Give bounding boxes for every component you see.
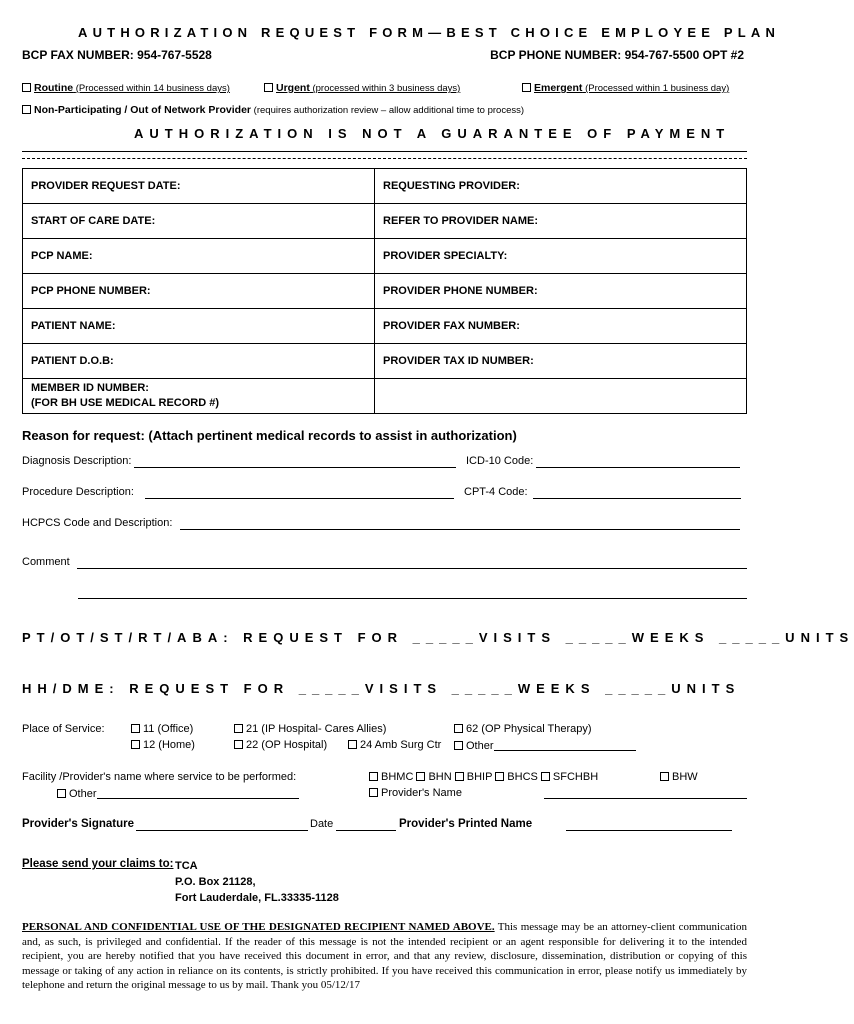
non-participating-note: (requires authorization review – allow additional time to process) [253, 105, 525, 116]
emergent-label: Emergent [534, 82, 583, 94]
pos-11-label: 11 (Office) [143, 723, 194, 735]
pt-ot-request: PT/OT/ST/RT/ABA: REQUEST FOR _____VISITS _____WEEKS _____UNITS [22, 630, 854, 645]
urgent-checkbox[interactable] [264, 83, 273, 92]
reason-heading: Reason for request: (Attach pertinent medical records to assist in authorization) [22, 428, 517, 443]
provider-tax-id-field[interactable]: PROVIDER TAX ID NUMBER: [375, 344, 747, 379]
bhip-label: BHIP [466, 771, 493, 783]
pos-24-checkbox[interactable] [348, 740, 357, 749]
provider-patient-info-table [22, 168, 747, 414]
member-id-field[interactable] [23, 379, 375, 414]
provider-request-date-field[interactable]: PROVIDER REQUEST DATE: [23, 169, 375, 204]
pos-other-input[interactable] [494, 739, 636, 751]
provider-signature-input[interactable] [136, 830, 308, 831]
bhcs-checkbox[interactable] [495, 772, 504, 781]
diagnosis-label: Diagnosis Description: [22, 455, 132, 467]
start-of-care-date-field[interactable]: START OF CARE DATE: [23, 204, 375, 239]
hcpcs-input[interactable] [180, 517, 740, 530]
provider-signature-label: Provider's Signature [22, 818, 135, 830]
pos-22-checkbox[interactable] [234, 740, 243, 749]
hcpcs-label: HCPCS Code and Description: [22, 517, 173, 529]
bcp-fax-number: BCP FAX NUMBER: 954-767-5528 [22, 48, 212, 62]
provider-phone-field[interactable]: PROVIDER PHONE NUMBER: [375, 274, 747, 309]
facility-label: Facility /Provider's name where service to be performed: [22, 771, 297, 783]
comment-label: Comment [22, 556, 70, 568]
provider-printed-name-label: Provider's Printed Name [399, 818, 533, 830]
pos-other-checkbox[interactable] [454, 741, 463, 750]
diagnosis-input[interactable] [134, 455, 456, 468]
bcp-phone-number: BCP PHONE NUMBER: 954-767-5500 OPT #2 [490, 48, 744, 62]
pos-21-label: 21 (IP Hospital- Cares Allies) [246, 723, 387, 735]
patient-dob-field[interactable]: PATIENT D.O.B: [23, 344, 375, 379]
sfchbh-checkbox[interactable] [541, 772, 550, 781]
member-id-label: MEMBER ID NUMBER: [31, 382, 149, 394]
comment-input[interactable] [77, 556, 747, 569]
confidentiality-notice [22, 920, 747, 993]
pos-12-checkbox[interactable] [131, 740, 140, 749]
bhmc-label: BHMC [381, 771, 414, 783]
non-participating-checkbox[interactable] [22, 105, 31, 114]
bhn-checkbox[interactable] [416, 772, 425, 781]
urgent-note: (processed within 3 business days) [312, 83, 461, 94]
date-label: Date [310, 818, 334, 830]
routine-label: Routine [34, 82, 74, 94]
claims-address-line-2: P.O. Box 21128, [175, 876, 256, 888]
pos-other-label: Other [466, 740, 494, 752]
pos-62-checkbox[interactable] [454, 724, 463, 733]
urgent-label: Urgent [276, 82, 310, 94]
refer-to-provider-field[interactable]: REFER TO PROVIDER NAME: [375, 204, 747, 239]
procedure-input[interactable] [145, 486, 454, 499]
empty-cell [375, 379, 747, 414]
comment-input-line-2[interactable] [78, 598, 747, 599]
pos-62-label: 62 (OP Physical Therapy) [466, 723, 592, 735]
non-participating-label: Non-Participating / Out of Network Provider [34, 104, 252, 116]
bhw-label: BHW [672, 771, 698, 783]
procedure-label: Procedure Description: [22, 486, 134, 498]
pos-11-checkbox[interactable] [131, 724, 140, 733]
hh-dme-request: HH/DME: REQUEST FOR _____VISITS _____WEEKS _____UNITS [22, 681, 741, 696]
place-of-service-label: Place of Service: [22, 723, 105, 735]
providers-name-input[interactable] [544, 798, 747, 799]
confidentiality-body: This message may be an attorney-client communication and, as such, is privileged and confidential. If the reader of this message is not the intended recipient or an agent responsible for delivering it to the intended recipient, you are hereby notified that you have received this document in error, and that any review, disclosure, dissemination, distribution or copying of this message or taking of any action in reliance on its contents, is strictly prohibited. If you have received this communication in error, please notify us immediately by telephone and return the original message to us by mail. Thank you [22, 921, 747, 991]
claims-address [175, 858, 339, 906]
sfchbh-label: SFCHBH [552, 771, 599, 783]
facility-other-label: Other [69, 788, 97, 800]
emergent-checkbox[interactable] [522, 83, 531, 92]
bhip-checkbox[interactable] [455, 772, 464, 781]
emergent-note: (Processed within 1 business day) [585, 83, 730, 94]
provider-printed-name-input[interactable] [566, 830, 732, 831]
cpt-input[interactable] [533, 486, 741, 499]
claims-address-line-1: TCA [175, 860, 198, 872]
facility-other-input[interactable] [97, 787, 299, 799]
bhn-label: BHN [428, 771, 452, 783]
pos-21-checkbox[interactable] [234, 724, 243, 733]
confidentiality-heading: PERSONAL AND CONFIDENTIAL USE OF THE DESIGNATED RECIPIENT NAMED ABOVE. [22, 921, 495, 933]
pos-24-label: 24 Amb Surg Ctr [360, 739, 442, 751]
patient-name-field[interactable]: PATIENT NAME: [23, 309, 375, 344]
date-input[interactable] [336, 830, 396, 831]
provider-specialty-field[interactable]: PROVIDER SPECIALTY: [375, 239, 747, 274]
claims-label: Please send your claims to: [22, 858, 174, 870]
form-title: AUTHORIZATION REQUEST FORM—BEST CHOICE EMPLOYEE PLAN [78, 25, 781, 40]
icd-label: ICD-10 Code: [466, 455, 534, 467]
form-revision-date: 05/12/17 [320, 979, 360, 991]
bhcs-label: BHCS [507, 771, 538, 783]
requesting-provider-field[interactable]: REQUESTING PROVIDER: [375, 169, 747, 204]
providers-name-label: Provider's Name [381, 787, 462, 799]
payment-disclaimer: AUTHORIZATION IS NOT A GUARANTEE OF PAYMENT [134, 126, 731, 141]
pcp-phone-field[interactable]: PCP PHONE NUMBER: [23, 274, 375, 309]
icd-input[interactable] [536, 455, 740, 468]
claims-address-line-3: Fort Lauderdale, FL.33335-1128 [175, 892, 339, 904]
pcp-name-field[interactable]: PCP NAME: [23, 239, 375, 274]
pos-12-label: 12 (Home) [143, 739, 195, 751]
member-id-note: (FOR BH USE MEDICAL RECORD #) [31, 397, 220, 409]
routine-note: (Processed within 14 business days) [75, 83, 230, 94]
pos-22-label: 22 (OP Hospital) [246, 739, 328, 751]
provider-fax-field[interactable]: PROVIDER FAX NUMBER: [375, 309, 747, 344]
facility-other-checkbox[interactable] [57, 789, 66, 798]
routine-checkbox[interactable] [22, 83, 31, 92]
providers-name-checkbox[interactable] [369, 788, 378, 797]
bhmc-checkbox[interactable] [369, 772, 378, 781]
cpt-label: CPT-4 Code: [464, 486, 528, 498]
bhw-checkbox[interactable] [660, 772, 669, 781]
